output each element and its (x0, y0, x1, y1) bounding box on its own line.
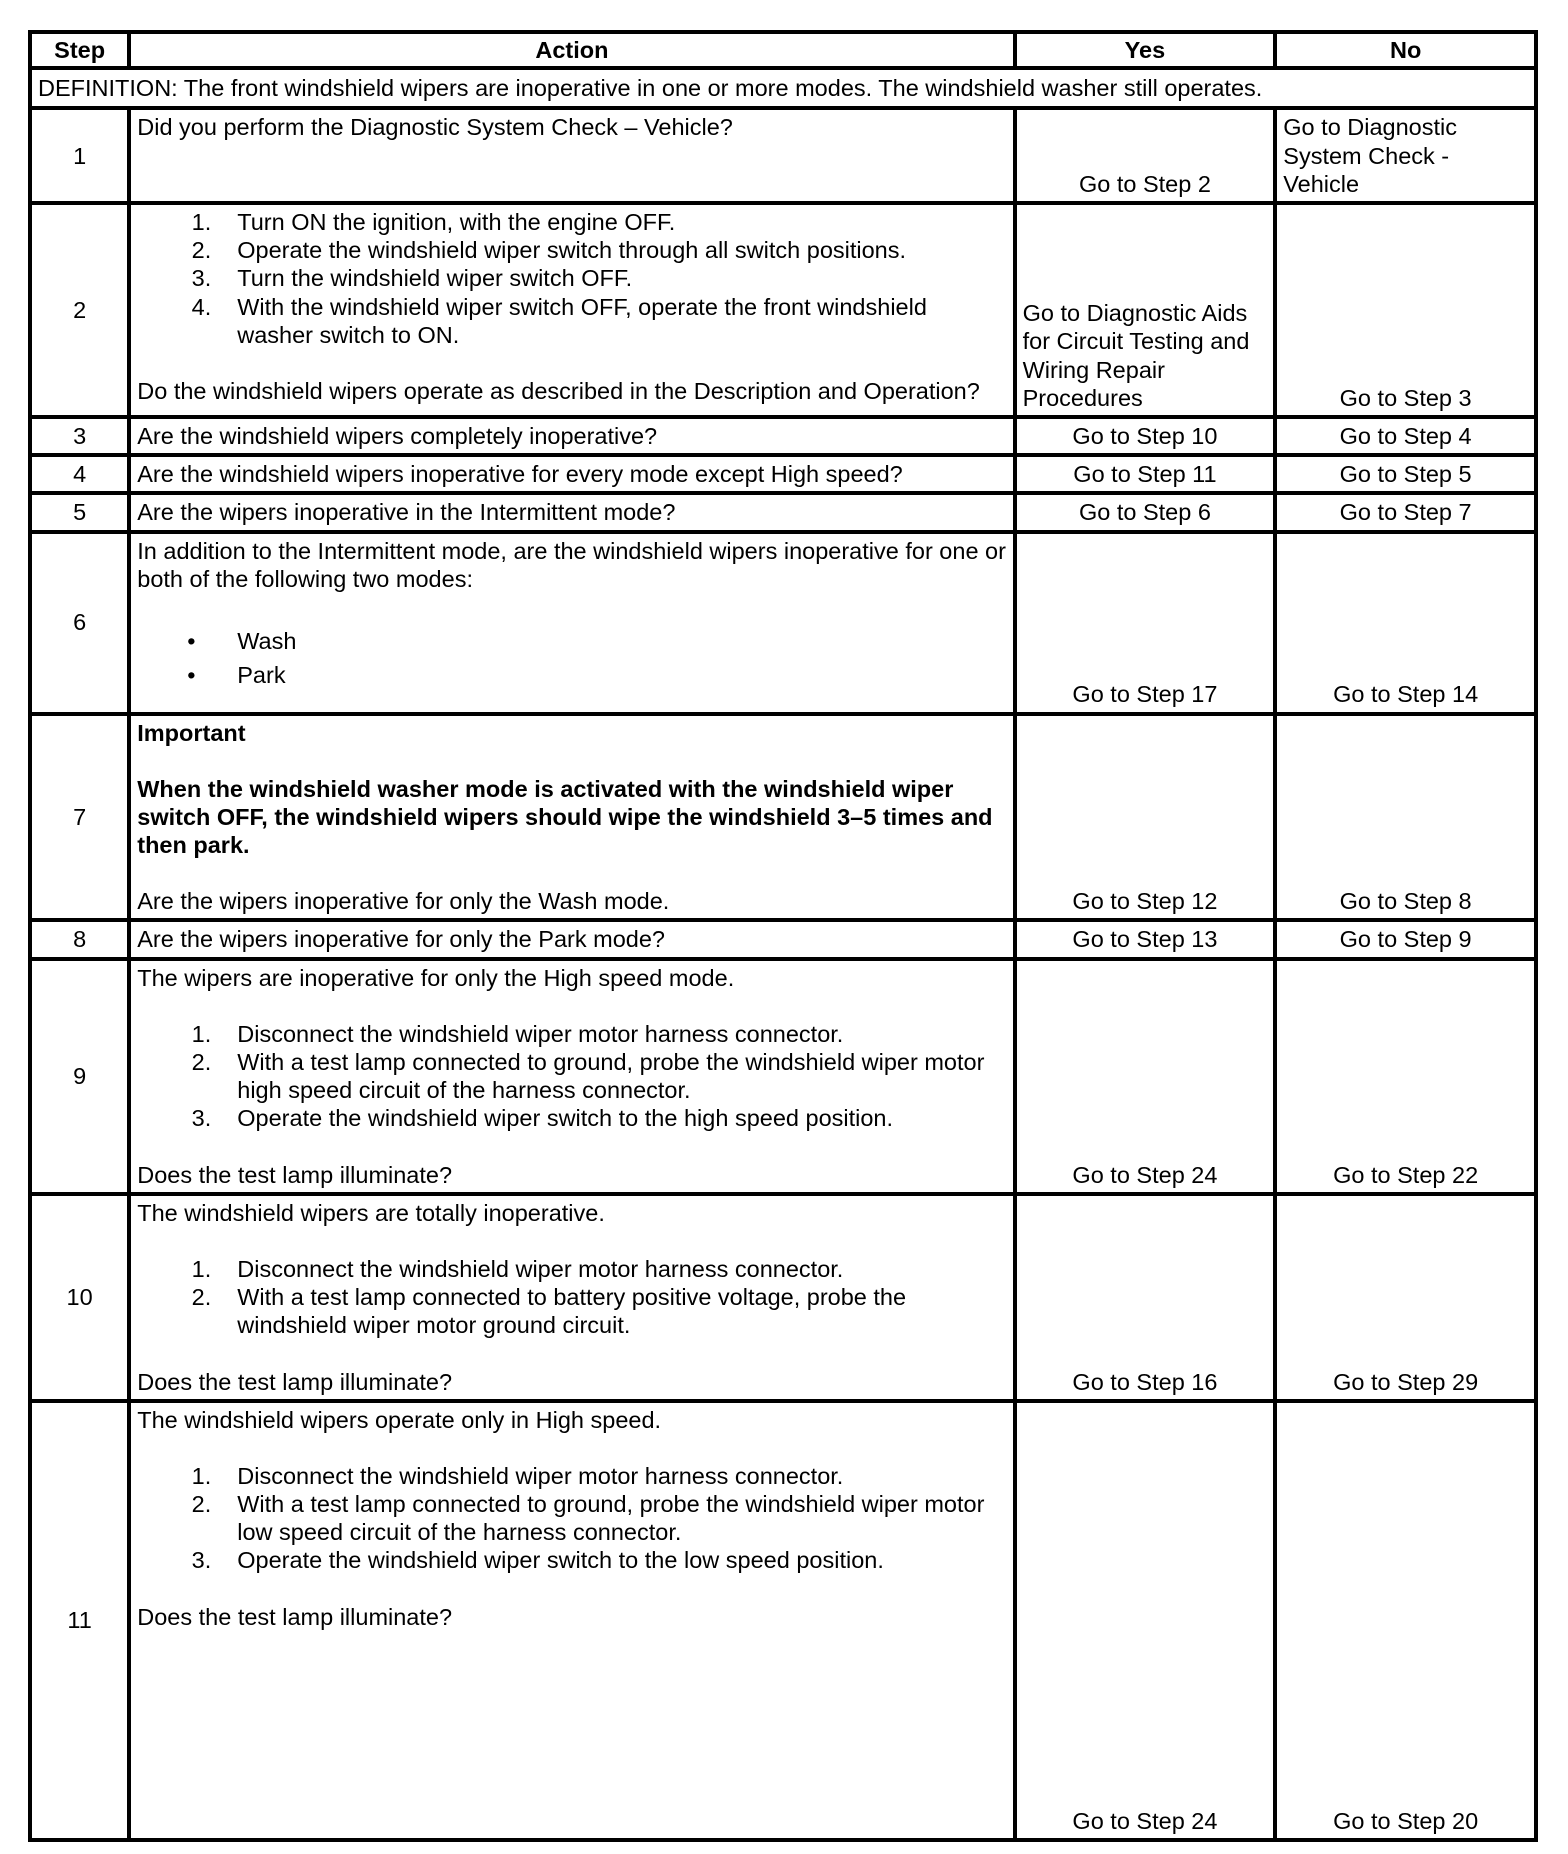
action-cell (129, 108, 1014, 203)
action-cell (129, 532, 1014, 714)
table-row (30, 493, 1536, 531)
table-row (30, 1194, 1536, 1401)
no-cell: Go to Step 29 (1275, 1194, 1536, 1401)
action-question: Does the test lamp illuminate? (137, 1603, 453, 1630)
yes-cell: Go to Step 2 (1015, 108, 1276, 203)
step-number: 11 (30, 1401, 129, 1840)
header-step: Step (30, 32, 129, 68)
important-note: When the windshield washer mode is activated with the windshield wiper switch OFF, the windshield wipers should wipe the windshield 3–5 times and then park. (137, 775, 993, 859)
action-cell (129, 714, 1014, 921)
step-number: 6 (30, 532, 129, 714)
list-item: • Park (187, 662, 286, 689)
action-cell (129, 203, 1014, 417)
no-cell: Go to Step 14 (1275, 532, 1536, 714)
step-number: 10 (30, 1194, 129, 1401)
definition-row (30, 68, 1536, 108)
list-item: 3. Operate the windshield wiper switch to the high speed position. (191, 1105, 894, 1132)
yes-cell: Go to Step 16 (1015, 1194, 1276, 1401)
list-item: 2. With a test lamp connected to ground, probe the windshield wiper motor low speed circuit of the harness connector. (191, 1491, 985, 1546)
no-cell: Go to Diagnostic System Check - Vehicle (1275, 108, 1536, 203)
step-number: 4 (30, 455, 129, 493)
action-cell (129, 1401, 1014, 1840)
action-intro: In addition to the Intermittent mode, are the windshield wipers inoperative for one or both of the following two modes: (137, 537, 1006, 592)
table-row (30, 455, 1536, 493)
yes-cell: Go to Step 10 (1015, 417, 1276, 455)
action-question: Are the windshield wipers inoperative for every mode except High speed? (129, 455, 1014, 493)
yes-cell: Go to Step 12 (1015, 714, 1276, 921)
action-question: Does the test lamp illuminate? (137, 1161, 453, 1188)
table-row (30, 203, 1536, 417)
yes-cell: Go to Step 6 (1015, 493, 1276, 531)
action-question: Are the windshield wipers completely inoperative? (129, 417, 1014, 455)
yes-cell: Go to Diagnostic Aids for Circuit Testing and Wiring Repair Procedures (1015, 203, 1276, 417)
table-row (30, 959, 1536, 1194)
list-item: 4. With the windshield wiper switch OFF, operate the front windshield washer switch to ON. (191, 293, 927, 348)
list-item: 1. Disconnect the windshield wiper motor harness connector. (191, 1020, 844, 1047)
table-row (30, 108, 1536, 203)
list-item: • Wash (187, 627, 297, 654)
table-row (30, 532, 1536, 714)
list-item: 2. With a test lamp connected to battery positive voltage, probe the windshield wiper motor ground circuit. (191, 1284, 907, 1339)
step-number: 9 (30, 959, 129, 1194)
step-number: 5 (30, 493, 129, 531)
action-question: Did you perform the Diagnostic System Check – Vehicle? (137, 114, 733, 141)
table-row (30, 920, 1536, 958)
list-item: 1. Turn ON the ignition, with the engine OFF. (191, 208, 676, 235)
list-item: 3. Turn the windshield wiper switch OFF. (191, 265, 633, 292)
table-row (30, 714, 1536, 921)
no-cell: Go to Step 7 (1275, 493, 1536, 531)
step-number: 8 (30, 920, 129, 958)
table-row (30, 417, 1536, 455)
action-cell (129, 1194, 1014, 1401)
header-row (30, 32, 1536, 68)
no-cell: Go to Step 20 (1275, 1401, 1536, 1840)
no-cell: Go to Step 5 (1275, 455, 1536, 493)
step-number: 3 (30, 417, 129, 455)
yes-cell: Go to Step 17 (1015, 532, 1276, 714)
diagnostic-table (28, 30, 1538, 1842)
list-item: 2. With a test lamp connected to ground, probe the windshield wiper motor high speed circuit of the harness connector. (191, 1049, 985, 1104)
procedure-list (137, 1255, 1006, 1340)
definition-text: DEFINITION: The front windshield wipers are inoperative in one or more modes. The windshield washer still operates. (30, 68, 1536, 108)
important-label: Important (137, 719, 246, 746)
action-intro: The wipers are inoperative for only the High speed mode. (137, 964, 735, 991)
step-number: 1 (30, 108, 129, 203)
step-number: 2 (30, 203, 129, 417)
mode-list (137, 627, 1006, 689)
list-item: 2. Operate the windshield wiper switch through all switch positions. (191, 237, 907, 264)
no-cell: Go to Step 8 (1275, 714, 1536, 921)
list-item: 3. Operate the windshield wiper switch to the low speed position. (191, 1547, 884, 1574)
yes-cell: Go to Step 13 (1015, 920, 1276, 958)
action-question: Are the wipers inoperative for only the Wash mode. (137, 888, 670, 915)
table-row (30, 1401, 1536, 1840)
procedure-list (137, 1462, 1006, 1575)
no-cell: Go to Step 9 (1275, 920, 1536, 958)
list-item: 1. Disconnect the windshield wiper motor harness connector. (191, 1255, 844, 1282)
header-action: Action (129, 32, 1014, 68)
no-cell: Go to Step 3 (1275, 203, 1536, 417)
no-cell: Go to Step 22 (1275, 959, 1536, 1194)
no-cell: Go to Step 4 (1275, 417, 1536, 455)
action-intro: The windshield wipers are totally inoperative. (137, 1199, 605, 1226)
action-question: Are the wipers inoperative for only the Park mode? (129, 920, 1014, 958)
procedure-list (137, 1020, 1006, 1133)
action-question: Does the test lamp illuminate? (137, 1368, 453, 1395)
action-cell (129, 959, 1014, 1194)
yes-cell: Go to Step 24 (1015, 959, 1276, 1194)
action-intro: The windshield wipers operate only in High speed. (137, 1406, 662, 1433)
step-number: 7 (30, 714, 129, 921)
diagnostic-table-page (28, 30, 1538, 1842)
procedure-list (137, 208, 1006, 349)
list-item: 1. Disconnect the windshield wiper motor harness connector. (191, 1462, 844, 1489)
header-no: No (1275, 32, 1536, 68)
yes-cell: Go to Step 11 (1015, 455, 1276, 493)
header-yes: Yes (1015, 32, 1276, 68)
action-question: Do the windshield wipers operate as described in the Description and Operation? (137, 377, 980, 404)
yes-cell: Go to Step 24 (1015, 1401, 1276, 1840)
action-question: Are the wipers inoperative in the Intermittent mode? (129, 493, 1014, 531)
